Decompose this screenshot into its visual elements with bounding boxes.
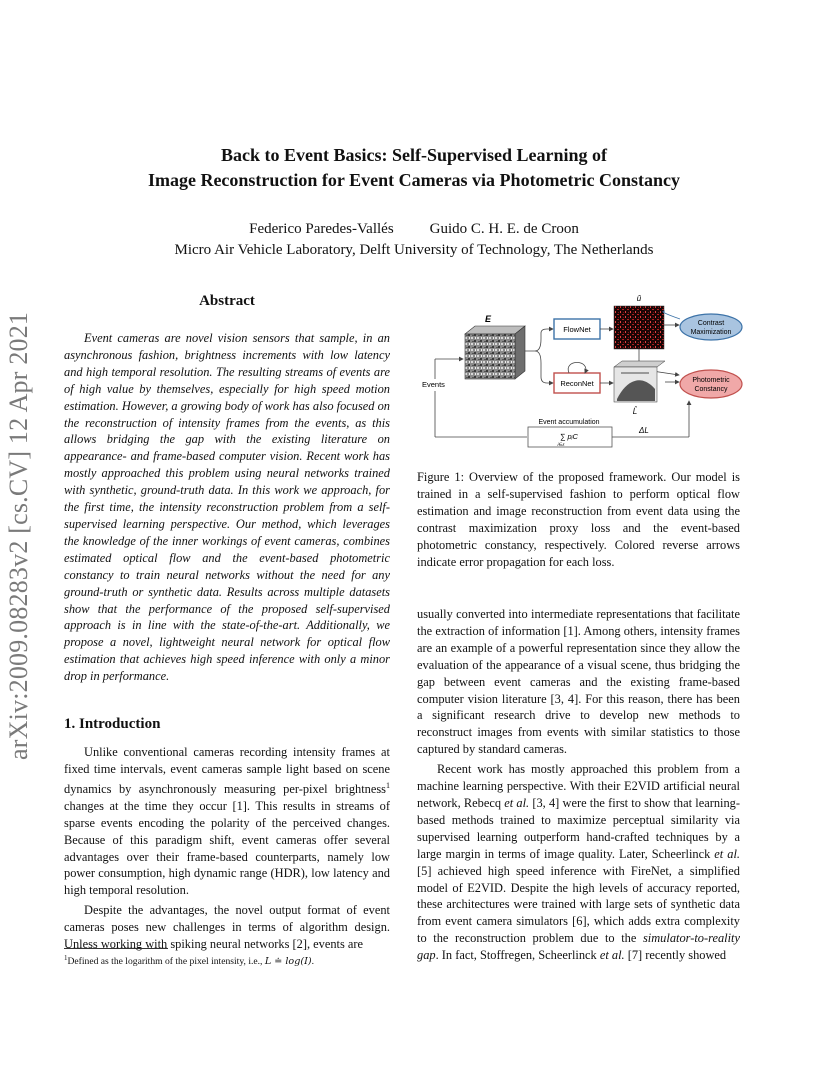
abstract-body — [64, 330, 390, 685]
figure-1-caption: Figure 1: Overview of the proposed framework. Our model is trained in a self-supervised fashion to perform optical flow estimation and image reconstruction from event data using the contrast maximization proxy loss and the event-based photometric constancy, respectively. Colored reverse arrows indicate error propagation for each loss. — [417, 470, 740, 569]
event-volume — [465, 326, 525, 379]
label-contrast-1: Contrast — [697, 320, 725, 327]
rp2-a: Recent work has mostly approached this problem from a machine learning perspective. With their E2VID artificial neural network, Rebecq — [417, 762, 740, 810]
right-paragraph-1: usually converted into intermediate representations that facilitate the extraction of information [1]. Among others, intensity frames are an example of a powerful representation since they allow the evaluation of the appearance of a visual scene, thus bridging the gap between event cameras and the existing frame-based computer vision literature [3, 4]. For this reason, there has been a significant research drive to develop new methods to reconstruct images from events with similar statistics to those captured by standard cameras. — [417, 607, 740, 757]
optical-flow-map — [614, 306, 664, 349]
contrast-maximization-loss — [680, 314, 742, 340]
author-2: Guido C. H. E. de Croon — [429, 221, 579, 237]
rp2-emph: simulator-to-reality gap — [417, 931, 740, 963]
right-column-body — [417, 606, 740, 964]
label-flownet: FlowNet — [563, 325, 591, 334]
rp2-e: [7] recently showed — [624, 948, 727, 963]
figure-1-diagram — [417, 289, 747, 449]
label-e: E — [485, 314, 492, 324]
label-l: L̂ — [632, 407, 638, 416]
rp2-d: . In fact, Stoffregen, Scheerlinck — [435, 948, 600, 963]
author-1: Federico Paredes-Vallés — [249, 221, 394, 237]
footnote-end: . — [311, 956, 315, 968]
footnote — [64, 952, 390, 968]
intro-p1-text-a: Unlike conventional cameras recording intensity frames at fixed time intervals, event cameras sample light based on scene dynamics by asynchronously measuring per-pixel brightness — [64, 745, 390, 796]
label-sum-sub: i∈ε — [557, 442, 565, 447]
affiliation: Micro Air Vehicle Laboratory, Delft University of Technology, The Netherlands — [174, 242, 654, 258]
intro-paragraph-1 — [64, 744, 390, 899]
label-contrast-2: Maximization — [690, 329, 732, 336]
arxiv-identifier: arXiv:2009.08283v2 [cs.CV] 12 Apr 2021 — [4, 311, 33, 760]
rp2-etal-1: et al. — [504, 795, 530, 810]
rp2-c: [5] achieved high speed inference with FireNet, a simplified model of E2VID. Despite the high levels of accuracy reported, these architectures were trained with large sets of synthetic data from event camera simulators [6], which adds extra complexity to the reconstruction problem due to the — [417, 863, 740, 946]
abstract-text: Event cameras are novel vision sensors that sample, in an asynchronous fashion, brightness increments with low latency and high temporal resolution. The resulting streams of events are of high value by themselves, especially for high speed motion estimation. However, a growing body of work has also focused on the reconstruction of intensity frames from the events, as this allows bridging the gap with the existing literature on appearance- and frame-based computer vision. Recent work has mostly approached this problem using neural networks trained with synthetic, ground-truth data. In this work we approach, for the first time, the intensity reconstruction problem from a self-supervised learning perspective. Our method, which leverages the knowledge of the inner workings of event cameras, combines estimated optical flow and the event-based photometric constancy to train neural networks without the need for any ground-truth or synthetic data. Results across multiple datasets show that the performance of the proposed self-supervised approach is in line with the state-of-the-art. Additionally, we propose a novel, lightweight neural network for optical flow estimation that achieves high speed inference with only a minor drop in performance. — [64, 331, 390, 684]
intro-p1-text-b: changes at the time they occur [1]. This results in streams of sparse events encoding the polarity of the perceived changes. Because of this paradigm shift, event cameras offer several advantages over their frame-based counterparts, namely low power consumption, high dynamic range (HDR), low latency and high temporal resolution. — [64, 798, 390, 898]
footnote-mark: 1 — [64, 954, 68, 962]
label-photometric-2: Constancy — [694, 386, 728, 393]
label-u: û — [636, 294, 642, 303]
intro-paragraph-2: Despite the advantages, the novel output format of event cameras poses new challenges in terms of algorithm design. Unless working with spiking neural networks [2], events are — [64, 903, 390, 952]
footnote-rule — [64, 948, 168, 949]
label-event-accumulation: Event accumulation — [538, 419, 600, 426]
label-delta-l: ΔL — [639, 426, 649, 435]
photometric-constancy-loss — [680, 370, 742, 398]
abstract-heading: Abstract — [199, 293, 255, 309]
rp2-b: [3, 4] were the first to show that learning-based methods trained to maximize perceptual similarity via supervised learning outperform hand-crafted techniques by a large margin in terms of image quality. Later, Scheerlinck — [417, 795, 740, 861]
introduction-body — [64, 744, 390, 953]
title-line-1: Back to Event Basics: Self-Supervised Learning of — [220, 145, 607, 165]
label-photometric-1: Photometric — [692, 377, 730, 384]
label-reconnet: ReconNet — [560, 379, 594, 388]
label-events: Events — [422, 380, 445, 389]
section-heading-introduction: 1. Introduction — [64, 716, 161, 732]
recurrent-loop-arrow — [568, 363, 586, 374]
paper-title — [0, 143, 828, 193]
footnote-math: L ≐ log(I) — [264, 956, 312, 968]
title-line-2: Image Reconstruction for Event Cameras via Photometric Constancy — [147, 170, 681, 190]
right-paragraph-2 — [417, 761, 740, 964]
footnote-text: Defined as the logarithm of the pixel intensity, i.e., — [67, 956, 265, 968]
author-block — [0, 219, 828, 261]
rp2-etal-2: et al. — [714, 846, 740, 861]
reconstructed-image — [614, 361, 665, 402]
label-sum: ∑ pᵢC — [560, 432, 578, 441]
footnote-ref: 1 — [386, 780, 390, 790]
rp2-etal-3: et al. — [599, 948, 625, 963]
